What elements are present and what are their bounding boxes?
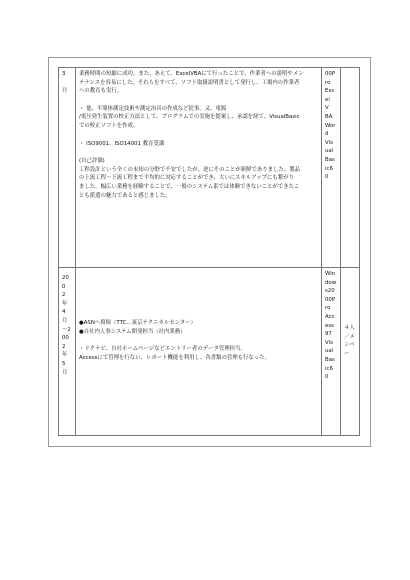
description-line: 工程設計という全くの未知の分野で不安でしたが、逆にそのことが新鮮でありました。製品 [79, 166, 301, 173]
description-line: ・ 他、半導体測定技術や測定治具の作成など従事。又、電源 [79, 105, 227, 112]
tools-text: 00P ro Exc el V BA Wor d Vis ual Bas ic6 0 [325, 71, 336, 181]
description-line: への教育も実行。 [79, 88, 123, 95]
tools-text: Win dow s20 00P ro Acc ess 97 Vis ual Bas ic6 0 [325, 271, 337, 381]
description-line: 業務時間の短縮に成功。また、あえて、ExcelVBAにて行ったことで、作業者への説明やメン [79, 71, 304, 77]
role-cell [341, 268, 360, 436]
table-row [59, 68, 360, 268]
description-line: ました。幅広い業務を経験することで、一般のシステム系では体験できないことができたこ [79, 183, 300, 190]
description-line: ・リクナビ、自社ホームページなどエントリー者のデータ管理担当。 [79, 346, 246, 353]
period-text: 200 2 年 4 月 ～2 00 2 年 5 月 [62, 275, 71, 376]
role-text: ４人 ／メ ンバ ー [344, 325, 355, 357]
period-cell [59, 68, 76, 268]
role-cell [341, 68, 360, 268]
tools-cell [322, 268, 341, 436]
description-line: ・ ISO9001、ISO14001 教育受講 [79, 140, 165, 147]
description-line: の上流工程～下流工程まで平均的に対応することができ、大いにスキルアップにも繋がり [79, 175, 294, 182]
description-line: ●ASNへ復帰（TTC…東京テクニカルセンター） [79, 320, 196, 326]
career-table [58, 67, 360, 436]
description-line: での校正ソフトを作成。 [79, 122, 139, 129]
period-text: 3 月 [62, 71, 68, 95]
period-cell [59, 268, 76, 436]
description-line: ●自社内人事システム開発担当（社内業務） [79, 328, 186, 335]
description-cell [76, 68, 322, 268]
tools-cell [322, 68, 341, 268]
table-row [59, 268, 360, 436]
description-line: とも派遣の魅力であると感じました。 [79, 192, 171, 199]
description-line: Accessにて管理を行ない、レポート機能を利用し、各書類の管理も行なった。 [79, 354, 270, 361]
description-line: テナンスを容易にした。それらをすべて、ソフト取扱説明書として発行し、工場内の作業者 [79, 79, 300, 86]
self-evaluation-heading: (自己評価) [79, 158, 105, 165]
description-line: /電圧発生装置の校正方法として、プログラムでの実施を提案し、承認を経て、VisualBasic [79, 114, 300, 121]
description-cell [76, 268, 322, 436]
